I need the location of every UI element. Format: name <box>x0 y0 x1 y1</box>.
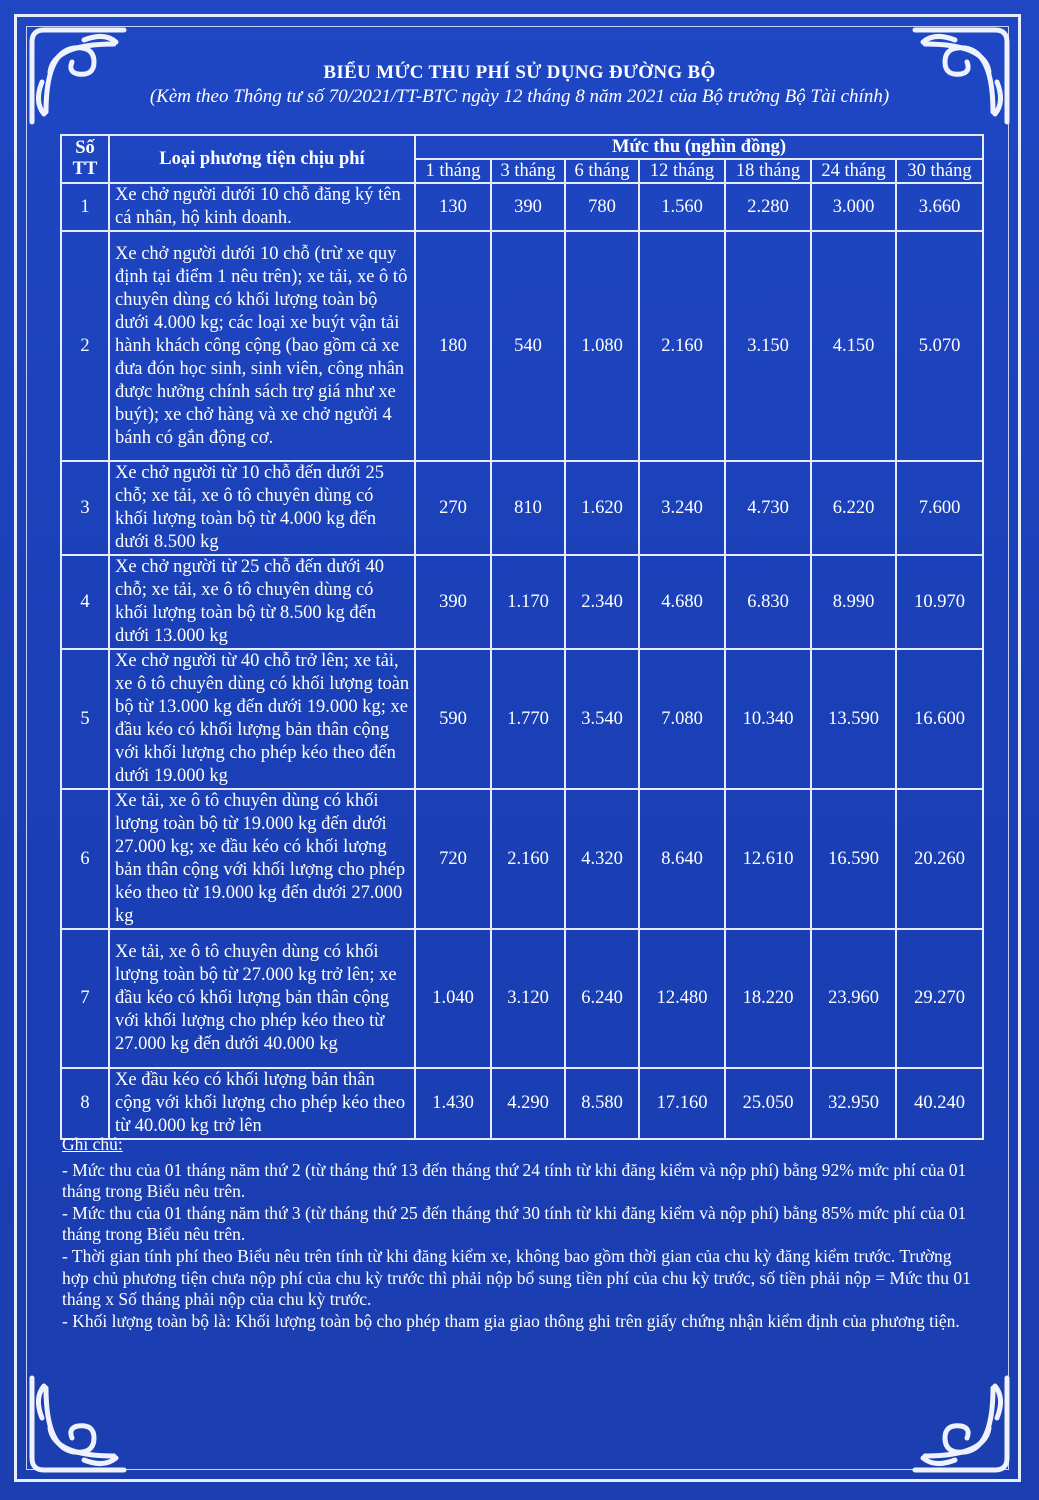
fee-cell: 7.600 <box>896 461 983 555</box>
period-header: 30 tháng <box>896 159 983 183</box>
fee-cell: 20.260 <box>896 789 983 929</box>
fee-cell: 4.730 <box>725 461 811 555</box>
row-number: 8 <box>61 1068 109 1139</box>
fee-cell: 5.070 <box>896 231 983 461</box>
fee-cell: 1.620 <box>565 461 639 555</box>
period-header: 24 tháng <box>811 159 896 183</box>
column-header-vehicle: Loại phương tiện chịu phí <box>109 135 415 183</box>
fee-cell: 40.240 <box>896 1068 983 1139</box>
fee-table <box>60 134 984 1140</box>
fee-cell: 18.220 <box>725 929 811 1068</box>
notes-heading: Ghi chú: <box>62 1134 123 1154</box>
fee-cell: 1.040 <box>415 929 491 1068</box>
fee-cell: 1.560 <box>639 183 725 231</box>
fee-cell: 780 <box>565 183 639 231</box>
period-header: 12 tháng <box>639 159 725 183</box>
fee-cell: 13.590 <box>811 649 896 789</box>
vehicle-type: Xe chở người dưới 10 chỗ đăng ký tên cá nhân, hộ kinh doanh. <box>109 183 415 231</box>
period-header: 18 tháng <box>725 159 811 183</box>
notes-section <box>62 1134 982 1332</box>
fee-cell: 8.640 <box>639 789 725 929</box>
row-number: 7 <box>61 929 109 1068</box>
fee-cell: 32.950 <box>811 1068 896 1139</box>
fee-cell: 8.580 <box>565 1068 639 1139</box>
fee-cell: 3.540 <box>565 649 639 789</box>
table-row <box>61 929 983 1068</box>
fee-cell: 3.000 <box>811 183 896 231</box>
period-header: 1 tháng <box>415 159 491 183</box>
fee-cell: 2.280 <box>725 183 811 231</box>
fee-cell: 17.160 <box>639 1068 725 1139</box>
vehicle-type: Xe chở người từ 40 chỗ trở lên; xe tải, xe ô tô chuyên dùng có khối lượng toàn bộ từ 13.000 kg đến dưới 19.000 kg; xe đầu kéo có khối lượng bản thân cộng với khối lượng cho phép kéo theo đến dưới 19.000 kg <box>109 649 415 789</box>
note-item: - Thời gian tính phí theo Biểu nêu trên tính từ khi đăng kiểm xe, không bao gồm thời gian của chu kỳ đăng kiểm trước. Trường hợp chủ phương tiện chưa nộp phí của chu kỳ trước thì phải nộp bổ sung tiền phí của chu kỳ trước, số tiền phải nộp = Mức thu 01 tháng x Số tháng phải nộp của chu kỳ trước. <box>62 1245 971 1310</box>
table-row <box>61 649 983 789</box>
fee-cell: 29.270 <box>896 929 983 1068</box>
table-row <box>61 231 983 461</box>
page-subtitle: (Kèm theo Thông tư số 70/2021/TT-BTC ngày 12 tháng 8 năm 2021 của Bộ trưởng Bộ Tài chính) <box>149 86 890 107</box>
row-number: 6 <box>61 789 109 929</box>
fee-cell: 12.480 <box>639 929 725 1068</box>
fee-cell: 12.610 <box>725 789 811 929</box>
fee-cell: 590 <box>415 649 491 789</box>
note-item: - Khối lượng toàn bộ là: Khối lượng toàn bộ cho phép tham gia giao thông ghi trên giấy chứng nhận kiểm định của phương tiện. <box>62 1310 960 1331</box>
fee-cell: 4.150 <box>811 231 896 461</box>
row-number: 4 <box>61 555 109 649</box>
fee-cell: 130 <box>415 183 491 231</box>
table-row <box>61 789 983 929</box>
row-number: 3 <box>61 461 109 555</box>
fee-table-body <box>61 183 983 1139</box>
fee-cell: 3.240 <box>639 461 725 555</box>
column-header-stt: Số TT <box>61 135 109 183</box>
table-header-row <box>61 135 983 159</box>
page-title: BIỂU MỨC THU PHÍ SỬ DỤNG ĐƯỜNG BỘ <box>323 62 716 83</box>
fee-cell: 23.960 <box>811 929 896 1068</box>
fee-cell: 2.160 <box>639 231 725 461</box>
fee-cell: 10.970 <box>896 555 983 649</box>
fee-cell: 4.680 <box>639 555 725 649</box>
row-number: 2 <box>61 231 109 461</box>
fee-cell: 3.120 <box>491 929 565 1068</box>
fee-cell: 2.160 <box>491 789 565 929</box>
fee-cell: 7.080 <box>639 649 725 789</box>
note-item: - Mức thu của 01 tháng năm thứ 2 (từ tháng thứ 13 đến tháng thứ 24 tính từ khi đăng kiểm và nộp phí) bằng 92% mức phí của 01 tháng trong Biểu nêu trên. <box>62 1159 967 1202</box>
note-item: - Mức thu của 01 tháng năm thứ 3 (từ tháng thứ 25 đến tháng thứ 30 tính từ khi đăng kiểm và nộp phí) bằng 85% mức phí của 01 tháng trong Biểu nêu trên. <box>62 1202 967 1245</box>
vehicle-type: Xe đầu kéo có khối lượng bản thân cộng với khối lượng cho phép kéo theo từ 40.000 kg trở lên <box>109 1068 415 1139</box>
fee-cell: 3.150 <box>725 231 811 461</box>
fee-cell: 6.830 <box>725 555 811 649</box>
fee-cell: 540 <box>491 231 565 461</box>
fee-cell: 6.220 <box>811 461 896 555</box>
fee-cell: 270 <box>415 461 491 555</box>
fee-cell: 25.050 <box>725 1068 811 1139</box>
fee-cell: 3.660 <box>896 183 983 231</box>
vehicle-type: Xe tải, xe ô tô chuyên dùng có khối lượng toàn bộ từ 27.000 kg trở lên; xe đầu kéo có khối lượng bản thân cộng với khối lượng cho phép kéo theo từ 27.000 kg đến dưới 40.000 kg <box>109 929 415 1068</box>
vehicle-type: Xe chở người từ 10 chỗ đến dưới 25 chỗ; xe tải, xe ô tô chuyên dùng có khối lượng toàn bộ từ 4.000 kg đến dưới 8.500 kg <box>109 461 415 555</box>
vehicle-type: Xe chở người dưới 10 chỗ (trừ xe quy định tại điểm 1 nêu trên); xe tải, xe ô tô chuyên dùng có khối lượng toàn bộ dưới 4.000 kg; các loại xe buýt vận tải hành khách công cộng (bao gồm cả xe đưa đón học sinh, sinh viên, công nhân được hưởng chính sách trợ giá như xe buýt); xe chở hàng và xe chở người 4 bánh có gắn động cơ. <box>109 231 415 461</box>
row-number: 5 <box>61 649 109 789</box>
fee-cell: 390 <box>491 183 565 231</box>
row-number: 1 <box>61 183 109 231</box>
fee-cell: 16.600 <box>896 649 983 789</box>
period-header: 3 tháng <box>491 159 565 183</box>
fee-cell: 720 <box>415 789 491 929</box>
table-row <box>61 555 983 649</box>
table-row <box>61 461 983 555</box>
table-row <box>61 1068 983 1139</box>
fee-cell: 1.770 <box>491 649 565 789</box>
column-header-fee-group: Mức thu (nghìn đồng) <box>415 135 983 159</box>
fee-cell: 6.240 <box>565 929 639 1068</box>
fee-cell: 4.290 <box>491 1068 565 1139</box>
fee-cell: 16.590 <box>811 789 896 929</box>
corner-ornament-icon <box>905 1368 1015 1478</box>
fee-cell: 1.080 <box>565 231 639 461</box>
fee-cell: 4.320 <box>565 789 639 929</box>
fee-cell: 2.340 <box>565 555 639 649</box>
vehicle-type: Xe chở người từ 25 chỗ đến dưới 40 chỗ; xe tải, xe ô tô chuyên dùng có khối lượng toàn bộ từ 8.500 kg đến dưới 13.000 kg <box>109 555 415 649</box>
table-row <box>61 183 983 231</box>
fee-cell: 10.340 <box>725 649 811 789</box>
fee-cell: 1.430 <box>415 1068 491 1139</box>
fee-cell: 390 <box>415 555 491 649</box>
period-header: 6 tháng <box>565 159 639 183</box>
fee-cell: 180 <box>415 231 491 461</box>
fee-cell: 810 <box>491 461 565 555</box>
vehicle-type: Xe tải, xe ô tô chuyên dùng có khối lượng toàn bộ từ 19.000 kg đến dưới 27.000 kg; xe đầu kéo có khối lượng bản thân cộng với khối lượng cho phép kéo theo từ 19.000 kg đến dưới 27.000 kg <box>109 789 415 929</box>
fee-cell: 1.170 <box>491 555 565 649</box>
corner-ornament-icon <box>24 1368 134 1478</box>
fee-cell: 8.990 <box>811 555 896 649</box>
